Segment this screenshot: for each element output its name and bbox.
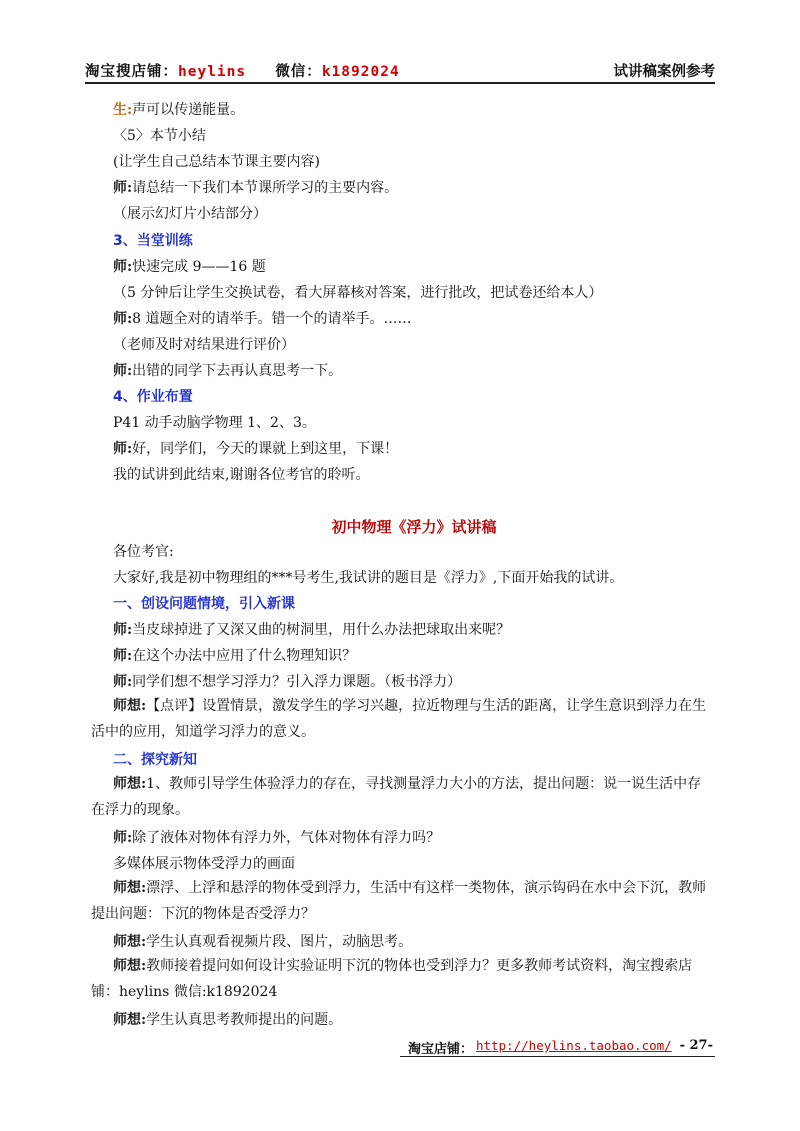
page-footer bbox=[400, 1036, 715, 1057]
page-header bbox=[85, 58, 715, 84]
speaker-label: 师: bbox=[113, 441, 133, 457]
speaker-label: 师想: bbox=[113, 698, 147, 714]
line-text: 学生认真思考教师提出的问题。 bbox=[146, 1012, 343, 1028]
paragraph bbox=[91, 771, 715, 823]
speaker-label: 师: bbox=[113, 259, 133, 275]
line-text: 同学们想不想学习浮力？引入浮力课题。（板书浮力） bbox=[132, 674, 462, 690]
text-line bbox=[113, 100, 244, 120]
text-line bbox=[113, 828, 440, 848]
text-line: 大家好,我是初中物理组的***号考生,我试讲的题目是《浮力》,下面开始我的试讲。 bbox=[113, 570, 624, 586]
text-line bbox=[113, 257, 266, 277]
text-line: 〈5〉本节小结 bbox=[113, 128, 206, 144]
paragraph bbox=[91, 953, 715, 1005]
text-line bbox=[113, 932, 412, 952]
section-heading: 一、创设问题情境，引入新课 bbox=[113, 596, 295, 612]
header-shop-name: heylins bbox=[178, 64, 247, 80]
line-text: 快速完成 9——16 题 bbox=[132, 259, 266, 275]
text-line bbox=[113, 361, 342, 381]
text-line: 多媒体展示物体受浮力的画面 bbox=[113, 856, 295, 872]
text-line bbox=[113, 672, 461, 692]
text-line: (让学生自己总结本节课主要内容) bbox=[113, 154, 320, 170]
speaker-label: 师: bbox=[113, 622, 133, 638]
speaker-label: 师: bbox=[113, 363, 133, 379]
header-shop-label: 淘宝搜店铺： bbox=[85, 64, 178, 80]
line-text: 漂浮、上浮和悬浮的物体受到浮力，生活中有这样一类物体，演示钩码在水中会下沉，教师提出问题：下沉的物体是否受浮力？ bbox=[91, 880, 707, 922]
section-heading: 二、探究新知 bbox=[113, 752, 197, 768]
header-wechat-label: 微信： bbox=[275, 64, 322, 80]
footer-label: 淘宝店铺： bbox=[408, 1042, 474, 1057]
line-text: 教师接着提问如何设计实验证明下沉的物体也受到浮力？更多教师考试资料，淘宝搜索店铺：heylins 微信:k1892024 bbox=[91, 958, 693, 1000]
paragraph bbox=[91, 693, 715, 745]
line-text: 出错的同学下去再认真思考一下。 bbox=[132, 363, 343, 379]
text-line: （5 分钟后让学生交换试卷，看大屏幕核对答案，进行批改，把试卷还给本人） bbox=[113, 285, 603, 301]
section-heading: 3、当堂训练 bbox=[113, 233, 193, 249]
paragraph bbox=[91, 875, 715, 927]
line-text: 【点评】设置情景，激发学生的学习兴趣，拉近物理与生活的距离，让学生意识到浮力在生活中的应用，知道学习浮力的意义。 bbox=[91, 698, 707, 740]
speaker-label: 师想: bbox=[113, 880, 147, 896]
page-number: - 27- bbox=[679, 1038, 713, 1053]
text-line bbox=[113, 646, 356, 666]
line-text: 1、教师引导学生体验浮力的存在，寻找测量浮力大小的方法，提出问题：说一说生活中存在浮力的现象。 bbox=[91, 776, 702, 818]
text-line bbox=[113, 620, 510, 640]
line-text: 当皮球掉进了又深又曲的树洞里，用什么办法把球取出来呢？ bbox=[132, 622, 511, 638]
text-line: （老师及时对结果进行评价） bbox=[113, 337, 295, 353]
line-text: 声可以传递能量。 bbox=[132, 102, 245, 118]
speaker-label: 师: bbox=[113, 180, 133, 196]
speaker-label: 生: bbox=[113, 102, 133, 118]
speaker-label: 师: bbox=[113, 648, 133, 664]
text-line bbox=[113, 1010, 342, 1030]
text-line bbox=[113, 309, 412, 329]
line-text: 除了液体对物体有浮力外，气体对物体有浮力吗？ bbox=[132, 830, 441, 846]
line-text: 请总结一下我们本节课所学习的主要内容。 bbox=[132, 180, 399, 196]
header-wechat-id: k1892024 bbox=[321, 64, 400, 80]
line-text: 好，同学们，今天的课就上到这里，下课！ bbox=[132, 441, 399, 457]
line-text: 学生认真观看视频片段、图片，动脑思考。 bbox=[146, 934, 413, 950]
text-line bbox=[113, 439, 398, 459]
speaker-label: 师想: bbox=[113, 1012, 147, 1028]
speaker-label: 师想: bbox=[113, 958, 147, 974]
text-line: 我的试讲到此结束,谢谢各位考官的聆听。 bbox=[113, 467, 370, 483]
line-text: 在这个办法中应用了什么物理知识？ bbox=[132, 648, 357, 664]
header-shop-info bbox=[85, 60, 400, 81]
document-title: 初中物理《浮力》试讲稿 bbox=[331, 518, 497, 536]
speaker-label: 师: bbox=[113, 674, 133, 690]
speaker-label: 师: bbox=[113, 830, 133, 846]
text-line: （展示幻灯片小结部分） bbox=[113, 206, 267, 222]
text-line bbox=[113, 178, 398, 198]
speaker-label: 师: bbox=[113, 311, 133, 327]
text-line: P41 动手动脑学物理 1、2、3。 bbox=[113, 415, 316, 431]
speaker-label: 师想: bbox=[113, 934, 147, 950]
text-line: 各位考官: bbox=[113, 544, 174, 560]
section-heading: 4、作业布置 bbox=[113, 389, 193, 405]
footer-shop-link[interactable]: http://heylins.taobao.com/ bbox=[476, 1038, 672, 1053]
header-title: 试讲稿案例参考 bbox=[613, 64, 715, 80]
line-text: 8 道题全对的请举手。错一个的请举手。…… bbox=[132, 311, 412, 327]
speaker-label: 师想: bbox=[113, 776, 147, 792]
